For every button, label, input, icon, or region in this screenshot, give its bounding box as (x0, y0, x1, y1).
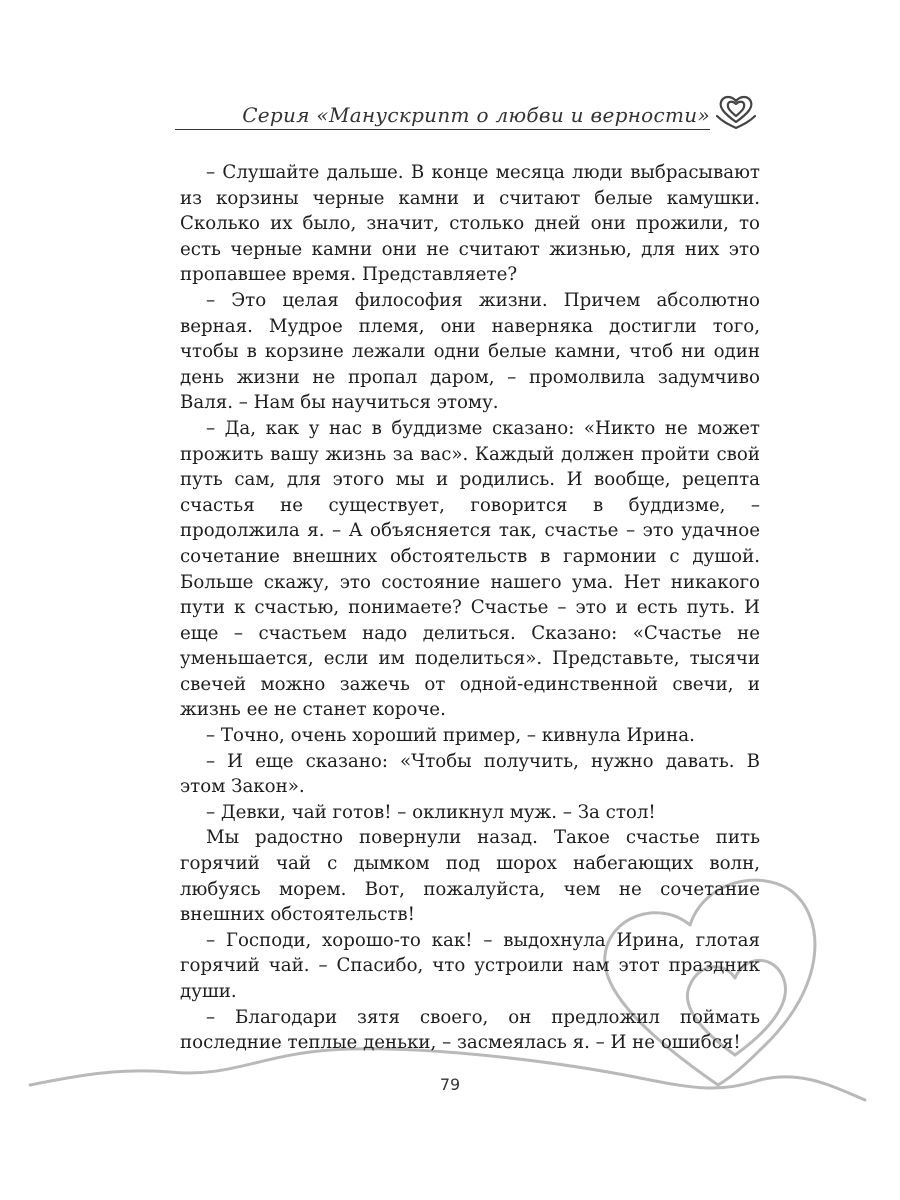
paragraph: – Девки, чай готов! – окликнул муж. – За стол! (206, 801, 656, 823)
page-number: 79 (439, 1075, 461, 1094)
paragraph: – Точно, очень хороший пример, – кивнула Ирина. (206, 725, 695, 747)
running-header (175, 96, 710, 130)
main-text (180, 160, 760, 1056)
paragraph: – Благодари зятя своего, он предложил поймать последние теплые деньки, – засмеялась я. – И не ошибся! (180, 1006, 760, 1054)
paragraph: Мы радостно повернули назад. Такое счастье пить горячий чай с дымком под шорох набегающих волн, любуясь морем. Вот, пожалуйста, чем не сочетание внешних обстоятельств! (180, 827, 760, 926)
paragraph: – Господи, хорошо-то как! – выдохнула Ирина, глотая горячий чай. – Спасибо, что устроили нам этот праздник души. (180, 929, 760, 1002)
paragraph: – Да, как у нас в буддизме сказано: «Никто не может прожить вашу жизнь за вас». Каждый должен пройти свой путь сам, для этого мы и родились. И вообще, рецепта счастья не существует, говорится в буддизме, – продолжила я. – А объясняется так, счастье – это удачное сочетание внешних обстоятельств в гармонии с душой. Больше скажу, это состояние нашего ума. Нет никакого пути к счастью, понимаете? Счастье – это и есть путь. И еще – счастьем надо делиться. Сказано: «Счастье не уменьшается, если им поделиться». Представьте, тысячи свечей можно зажечь от одной-единственной свечи, и жизнь ее не станет короче. (180, 417, 760, 721)
series-title: Серия «Манускрипт о любви и верности» (242, 103, 710, 127)
hearts-emblem-icon (713, 92, 759, 132)
paragraph: – Слушайте дальше. В конце месяца люди выбрасывают из корзины черные камни и считают белые камушки. Сколько их было, значит, столько дней они прожили, то есть черные камни они не считают жизнью, для них это пропавшее время. Представляете? (180, 162, 760, 286)
paragraph: – Это целая философия жизни. Причем абсолютно верная. Мудрое племя, они наверняка достигли того, чтобы в корзине лежали одни белые камни, чтоб ни один день жизни не пропал даром, – промолвила задумчиво Валя. – Нам бы научиться этому. (180, 289, 760, 414)
paragraph: – И еще сказано: «Чтобы получить, нужно давать. В этом Закон». (180, 750, 760, 798)
